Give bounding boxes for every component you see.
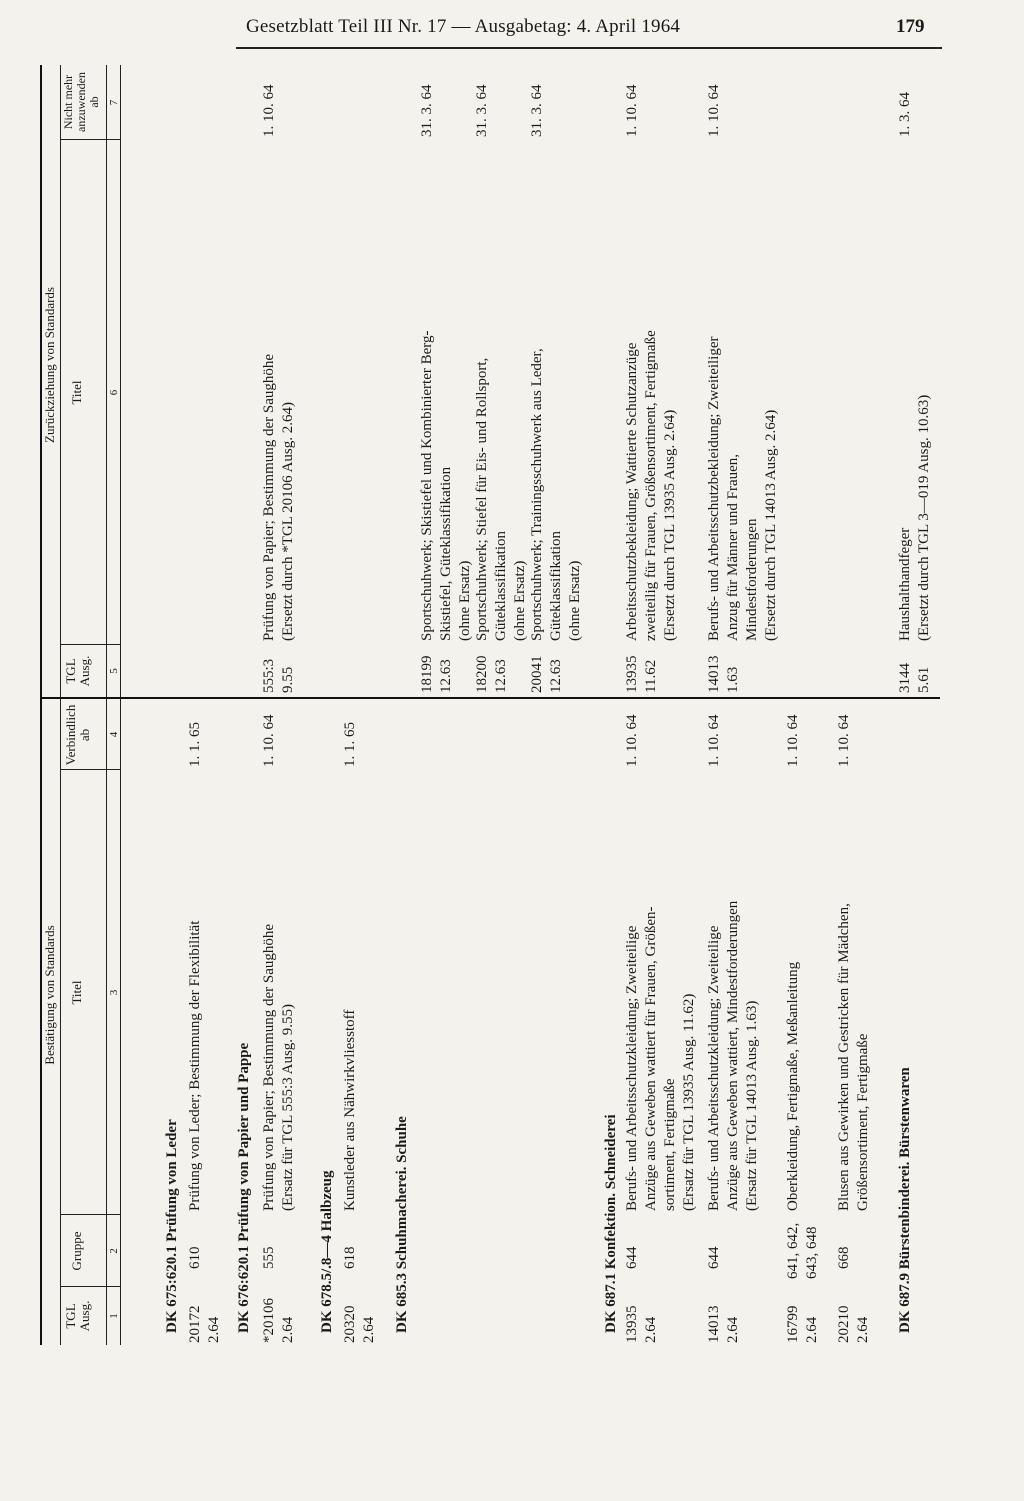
titel-text: Kunstleder aus Nähwirkvliesstoff — [342, 1009, 358, 1211]
titel-text: Prüfung von Leder; Bestimmung der Flexibilität — [187, 920, 203, 1211]
verbindlich-ab: 1. 10. 64 — [785, 714, 801, 767]
gazette-title: Gesetzblatt Teil III Nr. 17 — Ausgabetag: 4. April 1964 — [246, 16, 681, 37]
tgl-ausgabe: 2.64 — [643, 1316, 659, 1343]
tgl-number-withdrawn: 555:3 — [261, 658, 277, 693]
titel-text: sortiment, Fertigmaße — [662, 1078, 678, 1211]
tgl-ausgabe-withdrawn: 1.63 — [725, 666, 741, 693]
titel-text-withdrawn: Sportschuhwerk; Stiefel für Eis- und Rollsport, — [474, 357, 490, 641]
table-top-rule — [40, 65, 42, 1345]
col-number-2: 2 — [108, 1248, 120, 1254]
titel-text-withdrawn: Sportschuhwerk; Trainingsschuhwerk aus Leder, — [529, 348, 545, 641]
tgl-ausgabe-withdrawn: 12.63 — [438, 659, 454, 693]
section-heading-schuhe: DK 685.3 Schuhmacherei. Schuhe — [394, 1116, 410, 1333]
section-heading-konfektion: DK 687.1 Konfektion. Schneiderei — [603, 1114, 619, 1333]
tgl-ausgabe-withdrawn: 12.63 — [493, 659, 509, 693]
left-group-title: Bestätigung von Standards — [42, 925, 57, 1065]
tgl-number-withdrawn: 14013 — [706, 655, 722, 693]
col-number-5: 5 — [108, 668, 120, 674]
gruppe-value: 555 — [261, 1246, 277, 1269]
col-number-7: 7 — [108, 99, 120, 106]
tgl-number: 14013 — [706, 1305, 722, 1343]
titel-text-withdrawn: (ohne Ersatz) — [512, 560, 528, 641]
titel-text: Prüfung von Papier; Bestimmung der Saughöhe — [261, 923, 277, 1211]
rotated-standards-table — [40, 65, 940, 1345]
verbindlich-ab: 1. 1. 65 — [187, 722, 203, 767]
titel-text-withdrawn: (Ersetzt durch *TGL 20106 Ausg. 2.64) — [280, 402, 296, 641]
verbindlich-ab: 1. 10. 64 — [624, 714, 640, 767]
verbindlich-ab: 1. 10. 64 — [261, 714, 277, 767]
col-header-gruppe: Gruppe — [69, 1231, 84, 1271]
tgl-number-withdrawn: 13935 — [624, 655, 640, 693]
col-header-tgl: TGL Ausg. — [63, 1300, 92, 1332]
titel-text-withdrawn: (Ersetzt durch TGL 14013 Ausg. 2.64) — [763, 409, 779, 641]
header-bottom-rule — [120, 65, 121, 1345]
titel-text: (Ersatz für TGL 555:3 Ausg. 9.55) — [280, 1003, 296, 1211]
nicht-mehr-ab: 1. 10. 64 — [624, 84, 640, 137]
titel-text: Oberkleidung, Fertigmaße, Meßanleitung — [785, 961, 801, 1211]
col-header-tgl-right: TGL Ausg. — [63, 655, 92, 687]
tgl-ausgabe-withdrawn: 11.62 — [643, 659, 659, 693]
titel-text-withdrawn: Sportschuhwerk; Skistiefel und Kombinierter Berg- — [419, 330, 435, 641]
tgl-number-withdrawn: 20041 — [529, 655, 545, 693]
col-number-3: 3 — [108, 989, 120, 996]
titel-text: (Ersatz für TGL 13935 Ausg. 11.62) — [681, 993, 697, 1211]
page-number: 179 — [896, 16, 925, 37]
titel-text-withdrawn: Güteklassifikation — [493, 531, 509, 641]
titel-text-withdrawn: Berufs- und Arbeitsschutzbekleidung; Zweiteiliger — [706, 336, 722, 641]
titel-text-withdrawn: (ohne Ersatz) — [457, 560, 473, 641]
titel-text-withdrawn: Güteklassifikation — [548, 531, 564, 641]
col-header-verbindlich: Verbindlich ab — [63, 704, 92, 766]
nicht-mehr-ab: 1. 10. 64 — [706, 84, 722, 137]
tgl-ausgabe: 2.64 — [361, 1316, 377, 1343]
verbindlich-ab: 1. 10. 64 — [706, 714, 722, 767]
titel-text-withdrawn: Haushalthandfeger — [897, 527, 913, 641]
left-colnum-rule — [106, 699, 107, 1345]
left-group-rule — [60, 699, 61, 1345]
titel-text-withdrawn: Arbeitsschutzbekleidung; Wattierte Schutzanzüge — [624, 342, 640, 641]
titel-text: (Ersatz für TGL 14013 Ausg. 1.63) — [744, 1000, 760, 1211]
gruppe-value: 641, 642, 643, 648 — [785, 1222, 820, 1279]
nicht-mehr-ab: 31. 3. 64 — [474, 84, 490, 137]
tgl-number-withdrawn: 3144 — [897, 663, 913, 693]
tgl-number-withdrawn: 18200 — [474, 655, 490, 693]
titel-text: Berufs- und Arbeitsschutzkleidung; Zweiteilige — [624, 925, 640, 1211]
tgl-number: 16799 — [785, 1305, 801, 1343]
tgl-ausgabe: 2.64 — [855, 1316, 871, 1343]
tgl-ausgabe: 2.64 — [725, 1316, 741, 1343]
nicht-mehr-ab: 31. 3. 64 — [529, 84, 545, 137]
tgl-ausgabe: 2.64 — [804, 1316, 820, 1343]
section-heading-papier: DK 676:620.1 Prüfung von Papier und Pappe — [236, 1042, 252, 1333]
gruppe-value: 610 — [187, 1246, 203, 1269]
titel-text-withdrawn: (Ersetzt durch TGL 13935 Ausg. 2.64) — [662, 409, 678, 641]
titel-text-withdrawn: (Ersetzt durch TGL 3—019 Ausg. 10.63) — [916, 394, 932, 641]
tgl-number: 13935 — [624, 1305, 640, 1343]
tgl-ausgabe-withdrawn: 12.63 — [548, 659, 564, 693]
right-group-rule — [60, 65, 61, 697]
titel-text-withdrawn: (ohne Ersatz) — [567, 560, 583, 641]
tgl-number: 20210 — [836, 1305, 852, 1343]
titel-text: Berufs- und Arbeitsschutzkleidung; Zweiteilige — [706, 925, 722, 1211]
col-header-titel: Titel — [69, 980, 84, 1005]
section-heading-buerstenwaren: DK 687.9 Bürstenbinderei. Bürstenwaren — [897, 1067, 913, 1333]
tgl-number: *20106 — [261, 1298, 277, 1343]
page-header — [0, 0, 1024, 60]
gruppe-value: 644 — [624, 1246, 640, 1269]
verbindlich-ab: 1. 1. 65 — [342, 722, 358, 767]
gruppe-value: 618 — [342, 1246, 358, 1269]
right-group-title: Zurückziehung von Standards — [42, 287, 57, 443]
tgl-number: 20172 — [187, 1305, 203, 1343]
gruppe-value: 644 — [706, 1246, 722, 1269]
col-number-6: 6 — [108, 389, 120, 396]
col-header-titel-right: Titel — [69, 380, 84, 405]
col-number-4: 4 — [108, 731, 120, 738]
titel-text: Blusen aus Gewirken und Gestricken für Mädchen, — [836, 903, 852, 1211]
tgl-number: 20320 — [342, 1305, 358, 1343]
titel-text: Anzüge aus Geweben wattiert für Frauen, Größen- — [643, 906, 659, 1211]
titel-text-withdrawn: zweiteilig für Frauen, Größensortiment, Fertigmaße — [643, 330, 659, 641]
nicht-mehr-ab: 1. 3. 64 — [897, 92, 913, 137]
verbindlich-ab: 1. 10. 64 — [836, 714, 852, 767]
header-rule — [236, 47, 942, 49]
section-heading-halbzeug: DK 678.5/.8—4 Halbzeug — [319, 1170, 335, 1333]
titel-text: Anzüge aus Geweben wattiert, Mindestforderungen — [725, 900, 741, 1211]
titel-text-withdrawn: Prüfung von Papier; Bestimmung der Saughöhe — [261, 353, 277, 641]
col-header-nicht-mehr: Nicht mehr anzuwenden ab — [61, 72, 101, 132]
gruppe-value: 668 — [836, 1246, 852, 1269]
tgl-ausgabe: 2.64 — [206, 1316, 222, 1343]
right-colnum-rule — [106, 65, 107, 697]
titel-text-withdrawn: Mindestforderungen — [744, 518, 760, 641]
titel-text-withdrawn: Anzug für Männer und Frauen, — [725, 453, 741, 641]
nicht-mehr-ab: 31. 3. 64 — [419, 84, 435, 137]
titel-text: Größensortiment, Fertigmaße — [855, 1033, 871, 1211]
table-divider — [40, 697, 940, 699]
tgl-ausgabe-withdrawn: 9.55 — [280, 666, 296, 693]
titel-text-withdrawn: Skistiefel, Güteklassifikation — [438, 466, 454, 641]
tgl-ausgabe-withdrawn: 5.61 — [916, 666, 932, 693]
section-heading-leder: DK 675:620.1 Prüfung von Leder — [164, 1119, 180, 1333]
tgl-number-withdrawn: 18199 — [419, 655, 435, 693]
nicht-mehr-ab: 1. 10. 64 — [261, 84, 277, 137]
col-number-1: 1 — [108, 1313, 120, 1319]
tgl-ausgabe: 2.64 — [280, 1316, 296, 1343]
